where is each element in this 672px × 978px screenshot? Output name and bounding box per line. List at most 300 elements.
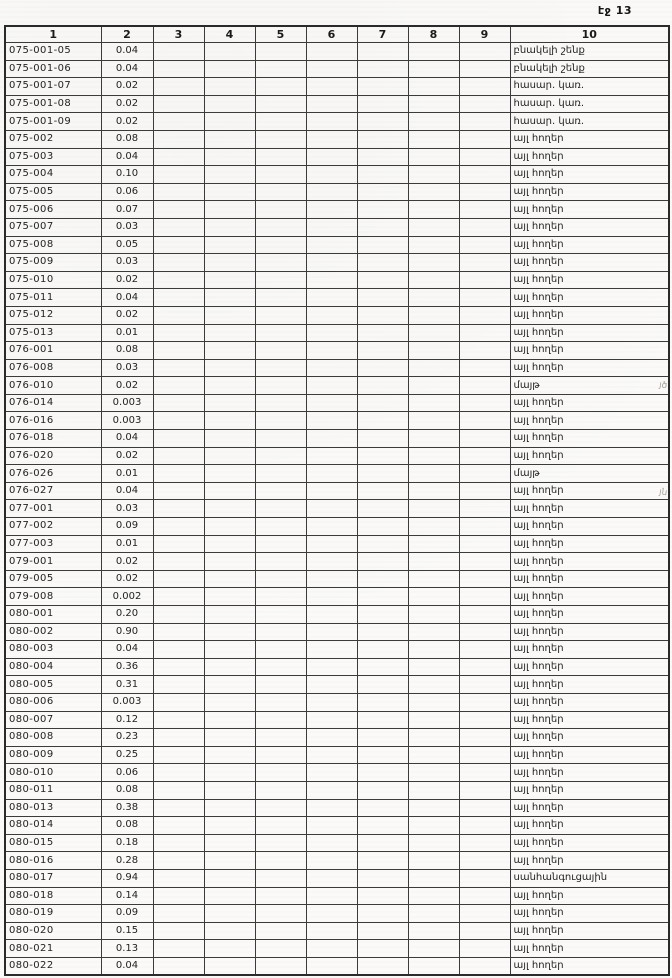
table-row xyxy=(5,693,669,711)
table-row xyxy=(5,465,669,483)
cell-col9 xyxy=(459,553,510,571)
column-header: 4 xyxy=(204,26,255,43)
cell-col5 xyxy=(255,553,306,571)
table-row xyxy=(5,43,669,61)
cell-col4 xyxy=(204,940,255,958)
cell-col4 xyxy=(204,148,255,166)
cell-col9 xyxy=(459,324,510,342)
cell-col5 xyxy=(255,781,306,799)
cell-land-use: այլ հողեր xyxy=(510,130,669,148)
cell-col8 xyxy=(408,711,459,729)
cell-col7 xyxy=(357,183,408,201)
cell-col9 xyxy=(459,95,510,113)
cell-col7 xyxy=(357,746,408,764)
cell-parcel-code: 076-008 xyxy=(5,359,101,377)
cell-area: 0.03 xyxy=(101,254,153,272)
cell-parcel-code: 075-004 xyxy=(5,166,101,184)
cell-col8 xyxy=(408,218,459,236)
cell-col5 xyxy=(255,676,306,694)
cell-col7 xyxy=(357,166,408,184)
cell-col6 xyxy=(306,500,357,518)
cell-col7 xyxy=(357,693,408,711)
cell-col8 xyxy=(408,324,459,342)
cell-col3 xyxy=(153,359,204,377)
cell-col5 xyxy=(255,869,306,887)
table-row xyxy=(5,306,669,324)
cell-col6 xyxy=(306,166,357,184)
cell-col6 xyxy=(306,218,357,236)
cell-parcel-code: 080-021 xyxy=(5,940,101,958)
cell-col8 xyxy=(408,412,459,430)
cell-land-use: այլ հողեր xyxy=(510,201,669,219)
cell-col3 xyxy=(153,676,204,694)
cell-col5 xyxy=(255,887,306,905)
cell-col6 xyxy=(306,78,357,96)
cell-col9 xyxy=(459,236,510,254)
cell-col4 xyxy=(204,130,255,148)
cell-col9 xyxy=(459,940,510,958)
column-header: 5 xyxy=(255,26,306,43)
cell-parcel-code: 080-022 xyxy=(5,957,101,975)
table-row xyxy=(5,658,669,676)
cell-land-use: սանհանգուցային xyxy=(510,869,669,887)
cell-col7 xyxy=(357,570,408,588)
cell-col5 xyxy=(255,342,306,360)
cell-col9 xyxy=(459,799,510,817)
cell-col8 xyxy=(408,869,459,887)
page-number-label: էջ 13 xyxy=(597,4,632,17)
cell-area: 0.04 xyxy=(101,289,153,307)
cell-area: 0.08 xyxy=(101,130,153,148)
cell-col5 xyxy=(255,166,306,184)
table-row xyxy=(5,482,669,500)
cell-area: 0.04 xyxy=(101,957,153,975)
cell-parcel-code: 076-018 xyxy=(5,430,101,448)
cell-col5 xyxy=(255,606,306,624)
cell-land-use: այլ հողեր xyxy=(510,676,669,694)
cell-col7 xyxy=(357,553,408,571)
cell-area: 0.02 xyxy=(101,113,153,131)
cell-col8 xyxy=(408,641,459,659)
table-row xyxy=(5,817,669,835)
cell-col8 xyxy=(408,817,459,835)
cell-col7 xyxy=(357,852,408,870)
column-header: 9 xyxy=(459,26,510,43)
cell-parcel-code: 080-011 xyxy=(5,781,101,799)
cell-col5 xyxy=(255,377,306,395)
cell-col8 xyxy=(408,606,459,624)
cell-parcel-code: 080-004 xyxy=(5,658,101,676)
cell-land-use: այլ հողեր xyxy=(510,342,669,360)
cell-col9 xyxy=(459,834,510,852)
cell-col6 xyxy=(306,922,357,940)
cell-col5 xyxy=(255,693,306,711)
cell-col6 xyxy=(306,711,357,729)
cell-col4 xyxy=(204,271,255,289)
table-row xyxy=(5,518,669,536)
cell-land-use: այլ հողեր xyxy=(510,905,669,923)
cell-col4 xyxy=(204,412,255,430)
cell-parcel-code: 076-001 xyxy=(5,342,101,360)
cell-col8 xyxy=(408,201,459,219)
cell-col9 xyxy=(459,289,510,307)
cell-col3 xyxy=(153,729,204,747)
cell-col6 xyxy=(306,957,357,975)
cell-col6 xyxy=(306,905,357,923)
cell-land-use: այլ հողեր xyxy=(510,518,669,536)
cell-col7 xyxy=(357,869,408,887)
cell-land-use: այլ հողեր xyxy=(510,324,669,342)
cell-land-use: մայթ xyxy=(510,377,669,395)
cell-area: 0.04 xyxy=(101,148,153,166)
table-row xyxy=(5,852,669,870)
cell-land-use: այլ հողեր xyxy=(510,711,669,729)
cell-col7 xyxy=(357,394,408,412)
column-header: 3 xyxy=(153,26,204,43)
cell-col8 xyxy=(408,693,459,711)
table-row xyxy=(5,271,669,289)
cell-col6 xyxy=(306,95,357,113)
cell-land-use: այլ հողեր xyxy=(510,588,669,606)
cell-col7 xyxy=(357,711,408,729)
cell-col5 xyxy=(255,482,306,500)
cell-col7 xyxy=(357,799,408,817)
cell-area: 0.90 xyxy=(101,623,153,641)
cell-col4 xyxy=(204,306,255,324)
cell-land-use: հասար. կառ. xyxy=(510,95,669,113)
cell-col9 xyxy=(459,183,510,201)
cell-col6 xyxy=(306,570,357,588)
cell-parcel-code: 075-001-06 xyxy=(5,60,101,78)
cell-area: 0.03 xyxy=(101,359,153,377)
cell-area: 0.25 xyxy=(101,746,153,764)
cell-col6 xyxy=(306,130,357,148)
cell-col3 xyxy=(153,166,204,184)
cell-area: 0.03 xyxy=(101,500,153,518)
cell-col5 xyxy=(255,623,306,641)
cell-col6 xyxy=(306,60,357,78)
cell-col8 xyxy=(408,166,459,184)
cell-col9 xyxy=(459,271,510,289)
cell-col9 xyxy=(459,306,510,324)
cell-area: 0.13 xyxy=(101,940,153,958)
cell-col5 xyxy=(255,588,306,606)
cell-col4 xyxy=(204,693,255,711)
cell-col4 xyxy=(204,922,255,940)
cell-col9 xyxy=(459,746,510,764)
cell-col6 xyxy=(306,289,357,307)
cell-land-use: այլ հողեր xyxy=(510,447,669,465)
cell-col4 xyxy=(204,746,255,764)
table-row xyxy=(5,430,669,448)
cell-col9 xyxy=(459,43,510,61)
table-row xyxy=(5,799,669,817)
cell-col6 xyxy=(306,852,357,870)
cell-col4 xyxy=(204,166,255,184)
cell-col3 xyxy=(153,342,204,360)
cell-area: 0.20 xyxy=(101,606,153,624)
cell-col9 xyxy=(459,781,510,799)
cell-area: 0.06 xyxy=(101,764,153,782)
cell-col5 xyxy=(255,518,306,536)
cell-col8 xyxy=(408,342,459,360)
cell-parcel-code: 075-001-07 xyxy=(5,78,101,96)
cell-area: 0.02 xyxy=(101,570,153,588)
cell-col6 xyxy=(306,482,357,500)
cell-col7 xyxy=(357,289,408,307)
cell-area: 0.31 xyxy=(101,676,153,694)
cell-col8 xyxy=(408,377,459,395)
cell-col9 xyxy=(459,693,510,711)
cell-col5 xyxy=(255,834,306,852)
cell-col3 xyxy=(153,799,204,817)
cell-col4 xyxy=(204,342,255,360)
table-row xyxy=(5,201,669,219)
cell-area: 0.04 xyxy=(101,641,153,659)
cell-col4 xyxy=(204,852,255,870)
cell-land-use: այլ հողեր xyxy=(510,306,669,324)
cell-parcel-code: 080-006 xyxy=(5,693,101,711)
table-row xyxy=(5,236,669,254)
cell-col8 xyxy=(408,658,459,676)
cell-parcel-code: 075-007 xyxy=(5,218,101,236)
cell-col4 xyxy=(204,60,255,78)
cell-col3 xyxy=(153,711,204,729)
table-row xyxy=(5,377,669,395)
cell-col8 xyxy=(408,729,459,747)
cell-col8 xyxy=(408,306,459,324)
cell-land-use: այլ հողեր xyxy=(510,922,669,940)
cell-col9 xyxy=(459,218,510,236)
table-row xyxy=(5,676,669,694)
cell-col4 xyxy=(204,430,255,448)
cell-col4 xyxy=(204,711,255,729)
table-row xyxy=(5,254,669,272)
table-row xyxy=(5,623,669,641)
cell-col4 xyxy=(204,588,255,606)
cell-col9 xyxy=(459,359,510,377)
cell-col8 xyxy=(408,553,459,571)
cell-parcel-code: 077-002 xyxy=(5,518,101,536)
cell-col9 xyxy=(459,166,510,184)
cell-area: 0.04 xyxy=(101,60,153,78)
cell-col9 xyxy=(459,148,510,166)
cell-col7 xyxy=(357,254,408,272)
cell-col4 xyxy=(204,447,255,465)
cell-land-use: հասար. կառ. xyxy=(510,113,669,131)
cell-col7 xyxy=(357,817,408,835)
cell-col7 xyxy=(357,729,408,747)
cell-col9 xyxy=(459,570,510,588)
cell-col5 xyxy=(255,940,306,958)
cell-col7 xyxy=(357,412,408,430)
cell-col7 xyxy=(357,218,408,236)
cell-col3 xyxy=(153,289,204,307)
cell-col4 xyxy=(204,887,255,905)
table-row xyxy=(5,781,669,799)
cell-col4 xyxy=(204,623,255,641)
table-row xyxy=(5,95,669,113)
cell-col3 xyxy=(153,95,204,113)
cell-col3 xyxy=(153,781,204,799)
cell-col6 xyxy=(306,834,357,852)
table-row xyxy=(5,588,669,606)
cell-col6 xyxy=(306,254,357,272)
table-row xyxy=(5,957,669,975)
cell-col6 xyxy=(306,324,357,342)
cell-land-use: այլ հողեր xyxy=(510,799,669,817)
cell-col4 xyxy=(204,676,255,694)
cell-col4 xyxy=(204,394,255,412)
cell-area: 0.07 xyxy=(101,201,153,219)
cell-col3 xyxy=(153,201,204,219)
cell-col9 xyxy=(459,676,510,694)
cell-col3 xyxy=(153,764,204,782)
cell-col3 xyxy=(153,905,204,923)
cell-col4 xyxy=(204,43,255,61)
table-row xyxy=(5,940,669,958)
cell-col5 xyxy=(255,306,306,324)
table-row xyxy=(5,130,669,148)
cell-col6 xyxy=(306,113,357,131)
cell-col8 xyxy=(408,623,459,641)
cell-col5 xyxy=(255,817,306,835)
cell-area: 0.04 xyxy=(101,43,153,61)
cell-area: 0.02 xyxy=(101,78,153,96)
cell-parcel-code: 080-002 xyxy=(5,623,101,641)
cell-area: 0.10 xyxy=(101,166,153,184)
cell-col3 xyxy=(153,817,204,835)
cell-col9 xyxy=(459,817,510,835)
cell-col7 xyxy=(357,957,408,975)
cell-land-use: այլ հողեր xyxy=(510,430,669,448)
cell-col3 xyxy=(153,130,204,148)
column-header: 1 xyxy=(5,26,101,43)
cell-col8 xyxy=(408,535,459,553)
cell-land-use: հասար. կառ. xyxy=(510,78,669,96)
cell-col8 xyxy=(408,95,459,113)
cell-col3 xyxy=(153,254,204,272)
cell-col5 xyxy=(255,324,306,342)
cell-col5 xyxy=(255,254,306,272)
cell-col3 xyxy=(153,43,204,61)
cell-col6 xyxy=(306,535,357,553)
cell-col9 xyxy=(459,78,510,96)
cell-col4 xyxy=(204,570,255,588)
cell-area: 0.02 xyxy=(101,447,153,465)
cell-col5 xyxy=(255,148,306,166)
cell-col7 xyxy=(357,148,408,166)
cell-col5 xyxy=(255,465,306,483)
cell-area: 0.003 xyxy=(101,412,153,430)
cell-land-use: այլ հողեր xyxy=(510,482,669,500)
cell-col6 xyxy=(306,729,357,747)
cell-land-use: այլ հողեր xyxy=(510,254,669,272)
cell-parcel-code: 075-009 xyxy=(5,254,101,272)
cell-col6 xyxy=(306,518,357,536)
cell-parcel-code: 075-001-09 xyxy=(5,113,101,131)
cell-col9 xyxy=(459,465,510,483)
cell-area: 0.03 xyxy=(101,218,153,236)
cell-land-use: այլ հողեր xyxy=(510,183,669,201)
cell-col4 xyxy=(204,324,255,342)
table-row xyxy=(5,324,669,342)
cell-col8 xyxy=(408,940,459,958)
cell-area: 0.28 xyxy=(101,852,153,870)
cell-col9 xyxy=(459,535,510,553)
cell-col4 xyxy=(204,799,255,817)
cell-col9 xyxy=(459,60,510,78)
cell-col6 xyxy=(306,412,357,430)
table-row xyxy=(5,746,669,764)
cell-area: 0.09 xyxy=(101,905,153,923)
cell-area: 0.02 xyxy=(101,377,153,395)
cell-col3 xyxy=(153,535,204,553)
cell-parcel-code: 079-001 xyxy=(5,553,101,571)
cell-col3 xyxy=(153,869,204,887)
cell-col6 xyxy=(306,465,357,483)
cell-col4 xyxy=(204,218,255,236)
cell-col5 xyxy=(255,852,306,870)
cell-col5 xyxy=(255,957,306,975)
cell-col5 xyxy=(255,658,306,676)
cell-land-use: այլ հողեր xyxy=(510,553,669,571)
cell-area: 0.38 xyxy=(101,799,153,817)
cell-col6 xyxy=(306,940,357,958)
cell-col9 xyxy=(459,711,510,729)
cell-col4 xyxy=(204,553,255,571)
cell-col9 xyxy=(459,377,510,395)
cell-parcel-code: 080-003 xyxy=(5,641,101,659)
cell-col3 xyxy=(153,588,204,606)
cell-col5 xyxy=(255,95,306,113)
cell-col8 xyxy=(408,183,459,201)
cell-col5 xyxy=(255,218,306,236)
cell-parcel-code: 080-008 xyxy=(5,729,101,747)
cell-col4 xyxy=(204,518,255,536)
cell-col3 xyxy=(153,623,204,641)
cell-col3 xyxy=(153,148,204,166)
cell-col3 xyxy=(153,693,204,711)
cell-col9 xyxy=(459,905,510,923)
cell-col6 xyxy=(306,447,357,465)
cell-col3 xyxy=(153,183,204,201)
cell-land-use: այլ հողեր xyxy=(510,817,669,835)
cell-col5 xyxy=(255,535,306,553)
cell-col6 xyxy=(306,394,357,412)
cell-parcel-code: 075-013 xyxy=(5,324,101,342)
cell-col9 xyxy=(459,606,510,624)
cell-col6 xyxy=(306,623,357,641)
cell-col7 xyxy=(357,324,408,342)
cell-parcel-code: 080-007 xyxy=(5,711,101,729)
cell-col9 xyxy=(459,447,510,465)
cell-parcel-code: 075-012 xyxy=(5,306,101,324)
cell-col5 xyxy=(255,746,306,764)
cell-col8 xyxy=(408,60,459,78)
column-header: 6 xyxy=(306,26,357,43)
cell-col5 xyxy=(255,271,306,289)
cell-col8 xyxy=(408,148,459,166)
cell-area: 0.003 xyxy=(101,693,153,711)
cell-col8 xyxy=(408,254,459,272)
cell-parcel-code: 076-026 xyxy=(5,465,101,483)
table-row xyxy=(5,764,669,782)
cell-col8 xyxy=(408,359,459,377)
cell-land-use: բնակելի շենք xyxy=(510,43,669,61)
table-row xyxy=(5,78,669,96)
table-row xyxy=(5,166,669,184)
